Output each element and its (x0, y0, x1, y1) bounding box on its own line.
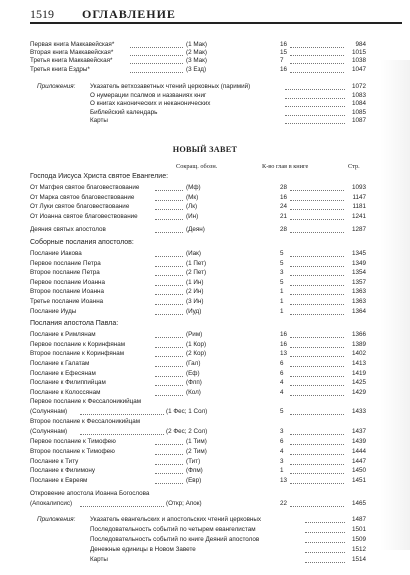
entry-title: Первое послание к Тимофею (30, 438, 116, 446)
dot-leader (305, 552, 345, 553)
column-header-chapters: К-во глав в книге (262, 163, 309, 170)
entry-abbreviation: (Откр; Апок) (166, 500, 202, 508)
dot-leader (290, 376, 344, 377)
dot-leader (290, 275, 344, 276)
dot-leader (290, 385, 344, 386)
entry-abbreviation: (2 Фес; 2 Сол) (166, 428, 208, 436)
toc-entry (30, 259, 366, 269)
entry-page: 1425 (351, 379, 366, 387)
entry-page: 1357 (351, 278, 366, 286)
toc-entry (30, 407, 366, 417)
entry-title-continued: (Солунянам) (30, 408, 68, 416)
entry-page: 1241 (351, 212, 366, 220)
entry-page: 1345 (351, 250, 366, 257)
entry-abbreviation: (Флм) (186, 467, 203, 475)
toc-entry (30, 340, 366, 350)
dot-leader (155, 454, 183, 455)
entry-chapter-count: 4 (280, 388, 284, 396)
entry-chapter-count: 1 (280, 288, 284, 296)
entry-title: Второе послание к Фессалоникийцам (30, 418, 141, 426)
entry-title: Первое послание Петра (30, 259, 101, 267)
entry-chapter-count: 28 (280, 184, 288, 191)
toc-entry (30, 369, 366, 379)
entry-page: 1038 (351, 57, 366, 65)
appendix-page: 1072 (351, 83, 366, 90)
dot-leader (155, 366, 183, 367)
appendix-title: Указатель ветхозаветных чтений церковных (паримий) (90, 83, 251, 90)
entry-title: Второе послание к Коринфянам (30, 350, 125, 358)
toc-entry (30, 457, 366, 467)
entry-abbreviation: (Лк) (186, 203, 198, 211)
entry-abbreviation: (3 Ин) (186, 298, 204, 305)
dot-leader (155, 483, 183, 484)
toc-entry (30, 388, 366, 398)
toc-entry (30, 193, 366, 203)
entry-title: Третье послание Иоанна (30, 298, 104, 305)
entry-title: Деяния святых апостолов (30, 226, 106, 234)
entry-chapter-count: 3 (280, 428, 284, 436)
dot-leader (290, 314, 344, 315)
entry-abbreviation: (2 Тим) (186, 448, 207, 455)
dot-leader (290, 366, 344, 367)
dot-leader (290, 219, 344, 220)
dot-leader (290, 444, 344, 445)
entry-page: 1419 (351, 369, 366, 377)
entry-page: 1354 (351, 269, 366, 277)
toc-entry (30, 378, 366, 388)
entry-title: Третья книга Маккавейская* (30, 57, 113, 65)
entry-title: Послание к Галатам (30, 360, 90, 367)
appendix-page: 1084 (351, 100, 366, 108)
entry-abbreviation: (Гал) (186, 360, 201, 367)
entry-page: 1451 (351, 476, 366, 484)
dot-leader (290, 506, 344, 507)
dot-leader (290, 483, 344, 484)
entry-title: От Иоанна святое благовествование (30, 212, 138, 220)
entry-abbreviation: (Еф) (186, 369, 200, 377)
section-title: ОГЛАВЛЕНИЕ (82, 7, 176, 21)
dot-leader (290, 266, 344, 267)
toc-entry (30, 202, 366, 212)
dot-leader (155, 219, 183, 220)
toc-entry (30, 437, 366, 447)
entry-chapter-count: 21 (280, 212, 288, 220)
entry-title: Послание Иуды (30, 307, 77, 315)
entry-title: Второе послание к Тимофею (30, 448, 115, 455)
page-header (30, 7, 402, 23)
entry-page: 1429 (351, 388, 366, 396)
appendix-item (90, 116, 366, 126)
entry-page: 1465 (351, 500, 366, 508)
entry-abbreviation: (Кол) (186, 388, 201, 396)
dot-leader (290, 190, 344, 191)
dot-leader (290, 434, 344, 435)
toc-entry (30, 476, 366, 486)
appendix-title: Карты (90, 117, 108, 125)
entry-abbreviation: (2 Кор) (186, 350, 207, 358)
dot-leader (155, 200, 183, 201)
entry-chapter-count: 6 (280, 369, 284, 377)
entry-page: 1015 (351, 49, 366, 57)
entry-title: Послание Иакова (30, 250, 82, 257)
dot-leader (130, 72, 183, 73)
dot-leader (290, 414, 344, 415)
column-header-abbr: Сокращ. обозн. (176, 163, 218, 170)
entry-abbreviation: (Деян) (186, 226, 205, 234)
entry-title: Третья книга Ездры* (30, 65, 90, 73)
toc-entry (30, 278, 366, 288)
entry-chapter-count: 5 (280, 259, 284, 267)
entry-page: 1364 (351, 307, 366, 315)
dot-leader (155, 285, 183, 286)
dot-leader (290, 285, 344, 286)
toc-entry (30, 225, 366, 235)
dot-leader (290, 473, 344, 474)
appendix-title: О нумерации псалмов и названиях книг (90, 91, 207, 99)
toc-entry (30, 349, 366, 359)
entry-page: 1413 (351, 360, 366, 367)
dot-leader (305, 532, 345, 533)
entry-title: Послание к Ефесянам (30, 369, 96, 377)
dot-leader (155, 356, 183, 357)
entry-abbreviation: (1 Кор) (186, 340, 207, 348)
dot-leader (305, 542, 345, 543)
entry-chapter-count: 4 (280, 448, 284, 455)
entry-chapter-count: 16 (280, 41, 288, 48)
entry-title: Первое послание к Фессалоникийцам (30, 398, 142, 406)
appendix-page: 1487 (351, 516, 366, 523)
entry-chapter-count: 24 (280, 203, 288, 211)
appendix-item (90, 525, 366, 535)
entry-title: Послание к Евреям (30, 476, 88, 484)
dot-leader (290, 200, 344, 201)
entry-title: Второе послание Иоанна (30, 288, 105, 296)
entry-abbreviation: (1 Тим) (186, 438, 207, 446)
entry-page: 1439 (351, 438, 366, 446)
entry-page: 1093 (351, 184, 366, 191)
header-rule (30, 22, 402, 24)
entry-page: 1147 (352, 193, 366, 201)
entry-abbreviation: (Иуд) (186, 307, 202, 315)
appendix-title: Последовательность событий по четырем евангелистам (90, 526, 256, 533)
dot-leader (155, 294, 183, 295)
entry-chapter-count: 5 (280, 408, 284, 416)
dot-leader (290, 232, 344, 233)
dot-leader (155, 385, 183, 386)
entry-chapter-count: 13 (280, 476, 288, 484)
appendix-page: 1501 (351, 526, 366, 533)
entry-page: 1447 (351, 457, 366, 465)
toc-entry (30, 359, 366, 369)
appendix-title: Денежные единицы в Новом Завете (90, 546, 196, 553)
entry-abbreviation: (Евр) (186, 476, 202, 484)
appendix-title: Последовательность событий по книге Деяний апостолов (90, 536, 260, 543)
dot-leader (290, 72, 344, 73)
entry-title: Второе послание Петра (30, 269, 100, 277)
entry-title-continued: (Солунянам) (30, 428, 68, 436)
entry-chapter-count: 5 (280, 250, 284, 257)
group-heading: Послания апостола Павла: (30, 320, 119, 328)
toc-entry (30, 65, 366, 75)
entry-title: От Матфея святое благовествование (30, 184, 140, 191)
entry-page: 984 (355, 41, 366, 48)
entry-chapter-count: 1 (280, 307, 284, 315)
toc-entry (30, 297, 366, 307)
dot-leader (155, 266, 183, 267)
toc-entry (30, 268, 366, 278)
appendix-item (90, 555, 366, 565)
appendix-item (90, 545, 366, 555)
appendix-title: Карты (90, 556, 108, 563)
entry-chapter-count: 7 (280, 57, 284, 65)
entry-title-continued: (Апокалипсис) (30, 500, 73, 508)
toc-entry-first-line (30, 417, 366, 427)
appendix-title: Библейский календарь (90, 108, 158, 116)
dot-leader (290, 464, 344, 465)
dot-leader (290, 454, 344, 455)
entry-chapter-count: 16 (280, 331, 288, 339)
toc-entry-first-line (30, 397, 366, 407)
entry-abbreviation: (Мк) (186, 193, 199, 201)
entry-chapter-count: 16 (280, 65, 288, 73)
dot-leader (155, 347, 183, 348)
entry-page: 1047 (351, 65, 366, 73)
appendix-page: 1085 (351, 108, 366, 116)
dot-leader (155, 314, 183, 315)
new-testament-title: НОВЫЙ ЗАВЕТ (172, 145, 238, 154)
entry-page: 1450 (351, 467, 366, 475)
entry-title: Первое послание Иоанна (30, 278, 106, 286)
dot-leader (290, 395, 344, 396)
entry-chapter-count: 4 (280, 379, 284, 387)
entry-page: 1181 (352, 203, 366, 211)
entry-title: Послание к Титу (30, 457, 79, 465)
appendix-title: Указатель евангельских и апостольских чтений церковных (90, 516, 262, 523)
entry-abbreviation: (2 Мак) (186, 49, 208, 57)
entry-chapter-count: 16 (280, 340, 288, 348)
entry-title: Первое послание к Коринфянам (30, 340, 126, 348)
toc-entry (30, 249, 366, 259)
entry-page: 1437 (351, 428, 366, 436)
entry-chapter-count: 3 (280, 269, 284, 277)
ot-appendix-label: Приложения: (37, 83, 76, 90)
entry-abbreviation: (Ин) (186, 212, 199, 220)
entry-chapter-count: 1 (280, 467, 284, 475)
dot-leader (290, 347, 344, 348)
appendix-page: 1083 (351, 91, 366, 99)
entry-title: От Луки святое благовествование (30, 203, 130, 211)
dot-leader (155, 376, 183, 377)
entry-page: 1363 (351, 288, 366, 296)
toc-entry-first-line (30, 489, 366, 499)
dot-leader (305, 562, 345, 563)
appendix-page: 1509 (351, 536, 366, 543)
entry-chapter-count: 13 (280, 350, 288, 358)
appendix-item (90, 515, 366, 525)
entry-abbreviation: (3 Езд) (186, 65, 207, 73)
entry-chapter-count: 22 (280, 500, 288, 508)
entry-chapter-count: 5 (280, 278, 284, 286)
dot-leader (155, 444, 183, 445)
entry-page: 1402 (351, 350, 366, 358)
entry-abbreviation: (Рим) (186, 331, 203, 339)
entry-title: Послание к Римлянам (30, 331, 96, 339)
dot-leader (80, 434, 164, 435)
toc-entry (30, 427, 366, 437)
dot-leader (155, 464, 183, 465)
entry-chapter-count: 15 (280, 49, 288, 57)
appendix-page: 1514 (351, 556, 366, 563)
entry-chapter-count: 6 (280, 360, 284, 367)
nt-appendix-label: Приложения: (37, 516, 76, 523)
entry-title: Послание к Филимону (30, 467, 96, 475)
toc-entry (30, 212, 366, 222)
group-heading: Соборные послания апостолов: (30, 239, 134, 246)
dot-leader (290, 256, 344, 257)
entry-chapter-count: 6 (280, 438, 284, 446)
entry-title: Послание к Филиппийцам (30, 379, 106, 387)
entry-title: От Марка святое благовествование (30, 193, 135, 201)
entry-chapter-count: 28 (280, 226, 288, 234)
entry-title: Откровение апостола Иоанна Богослова (30, 490, 150, 498)
entry-abbreviation: (2 Ин) (186, 288, 204, 296)
entry-page: 1349 (351, 259, 366, 267)
entry-abbreviation: (Иак) (186, 250, 201, 257)
dot-leader (290, 356, 344, 357)
toc-entry (30, 499, 366, 509)
dot-leader (155, 209, 183, 210)
entry-abbreviation: (1 Ин) (186, 278, 204, 286)
dot-leader (155, 473, 183, 474)
entry-chapter-count: 16 (280, 193, 288, 201)
entry-chapter-count: 1 (280, 298, 284, 305)
dot-leader (155, 275, 183, 276)
entry-title: Первая книга Маккавейская* (30, 41, 115, 48)
group-heading: Господа Иисуса Христа святое Евангелие: (30, 173, 169, 180)
entry-abbreviation: (Флп) (186, 379, 202, 387)
entry-abbreviation: (1 Фес; 1 Сол) (166, 408, 208, 416)
entry-page: 1433 (351, 408, 366, 416)
dot-leader (155, 190, 183, 191)
entry-abbreviation: (3 Мак) (186, 57, 208, 65)
entry-title: Послание к Колоссянам (30, 388, 101, 396)
column-header-page: Стр. (348, 163, 360, 170)
entry-chapter-count: 3 (280, 457, 284, 465)
entry-page: 1389 (351, 340, 366, 348)
dot-leader (155, 337, 183, 338)
entry-abbreviation: (1 Пет) (186, 259, 207, 267)
dot-leader (290, 337, 344, 338)
dot-leader (290, 294, 344, 295)
page-edge-shadow (380, 60, 410, 550)
dot-leader (155, 232, 183, 233)
page-number: 1519 (30, 7, 54, 21)
entry-abbreviation: (1 Мак) (186, 41, 208, 48)
appendix-item (90, 535, 366, 545)
toc-entry (30, 466, 366, 476)
dot-leader (305, 522, 345, 523)
entry-abbreviation: (Мф) (186, 184, 201, 191)
entry-abbreviation: (Тит) (186, 457, 201, 465)
dot-leader (285, 123, 345, 124)
entry-title: Вторая книга Маккавейская* (30, 49, 114, 57)
appendix-title: О книгах канонических и неканонических (90, 100, 211, 108)
dot-leader (155, 304, 183, 305)
appendix-page: 1087 (351, 117, 366, 125)
appendix-page: 1512 (351, 546, 366, 553)
toc-entry (30, 287, 366, 297)
entry-page: 1366 (351, 331, 366, 339)
entry-page: 1444 (351, 448, 366, 455)
dot-leader (80, 506, 164, 507)
toc-entry (30, 447, 366, 457)
dot-leader (155, 256, 183, 257)
dot-leader (290, 209, 344, 210)
entry-abbreviation: (2 Пет) (186, 269, 207, 277)
entry-page: 1287 (351, 226, 366, 234)
toc-entry (30, 183, 366, 193)
entry-page: 1363 (351, 298, 366, 305)
dot-leader (290, 304, 344, 305)
dot-leader (155, 395, 183, 396)
dot-leader (80, 414, 164, 415)
toc-entry (30, 330, 366, 340)
toc-entry (30, 307, 366, 317)
